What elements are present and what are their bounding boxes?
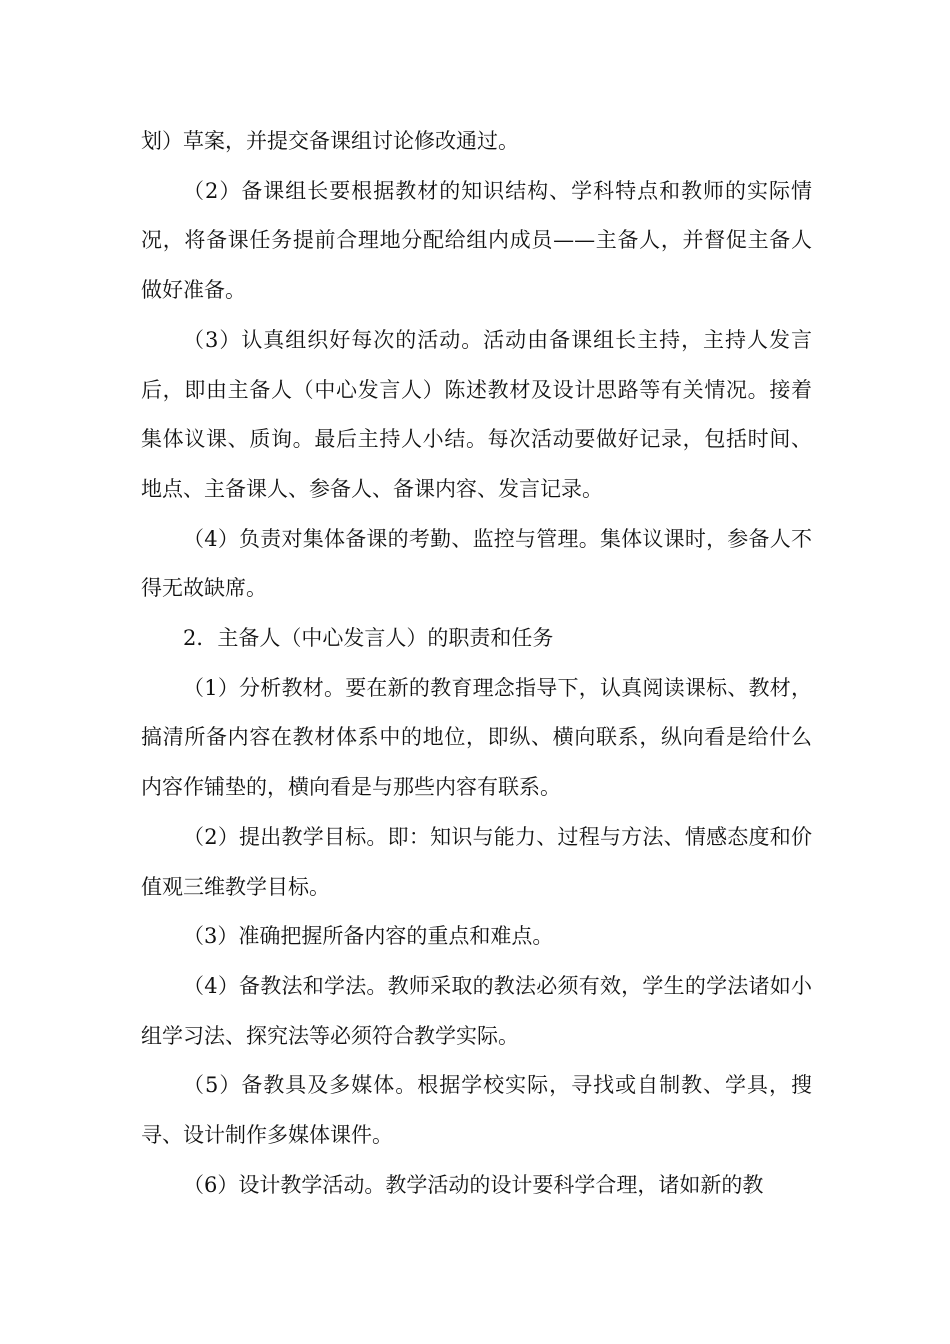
- paragraph: （2）提出教学目标。即：知识与能力、过程与方法、情感态度和价值观三维教学目标。: [141, 824, 812, 899]
- paragraph: （4）备教法和学法。教师采取的教法必须有效，学生的学法诸如小组学习法、探究法等必须符合教学实际。: [141, 973, 812, 1048]
- paragraph: （6）设计教学活动。教学活动的设计要科学合理，诸如新的教: [183, 1172, 764, 1197]
- paragraph: 划）草案，并提交备课组讨论修改通过。: [141, 129, 519, 153]
- paragraph: （2）备课组长要根据教材的知识结构、学科特点和教师的实际情况，将备课任务提前合理地分配给组内成员——主备人，并督促主备人做好准备。: [141, 178, 812, 303]
- section-heading: 2．主备人（中心发言人）的职责和任务: [183, 626, 554, 651]
- paragraph: （3）认真组织好每次的活动。活动由备课组长主持，主持人发言后，即由主备人（中心发言人）陈述教材及设计思路等有关情况。接着集体议课、质询。最后主持人小结。每次活动要做好记录，包括时间、地点、主备课人、参备人、备课内容、发言记录。: [141, 327, 812, 501]
- paragraph: （5）备教具及多媒体。根据学校实际，寻找或自制教、学具，搜寻、设计制作多媒体课件。: [141, 1073, 812, 1148]
- document-body: [141, 117, 812, 1210]
- paragraph: （4）负责对集体备课的考勤、监控与管理。集体议课时，参备人不得无故缺席。: [141, 526, 812, 601]
- paragraph: （1）分析教材。要在新的教育理念指导下，认真阅读课标、教材，搞清所备内容在教材体系中的地位，即纵、横向联系，纵向看是给什么内容作铺垫的，横向看是与那些内容有联系。: [141, 675, 812, 800]
- paragraph: （3）准确把握所备内容的重点和难点。: [183, 924, 554, 949]
